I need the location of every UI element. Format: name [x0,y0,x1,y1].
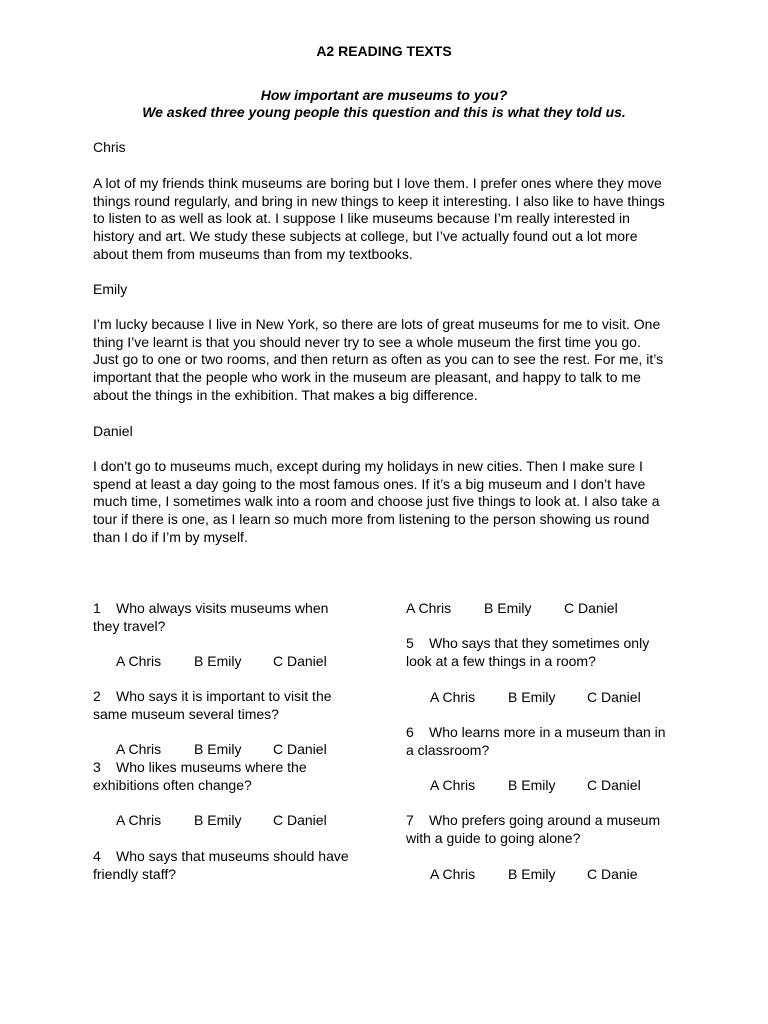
question-text-cont: look at a few things in a room? [406,652,596,669]
question-text-cont: friendly staff? [93,865,177,882]
option-c[interactable]: C Daniel [587,777,641,793]
option-c[interactable]: C Daniel [273,812,327,828]
question-number: 1 [93,600,101,616]
text-line: important that the people who work in the museum are pleasant, and happy to talk to me [93,369,641,386]
option-c[interactable]: C Danie [587,866,638,882]
question-text-cont: same museum several times? [93,705,279,722]
question-3 [93,759,383,794]
person-text-chris [93,175,683,264]
question-1 [93,600,383,635]
text-line: Just go to one or two rooms, and then return as often as you can to see the rest. For me, it’s [93,351,664,368]
question-text: Who prefers going around a museum [429,812,661,828]
text-line: I don’t go to museums much, except during my holidays in new cities. Then I make sure I [93,458,643,474]
question-text-cont: a classroom? [406,741,490,758]
text-line: spend at least a day going to the most famous ones. If it’s a big museum and I don’t have [93,475,646,492]
person-text-emily [93,316,683,405]
text-line: much time, I sometimes walk into a room and choose just five things to look at. I also take a [93,493,660,510]
question-number: 7 [406,812,414,828]
question-text-cont: with a guide to going alone? [406,829,581,846]
text-line: about the things in the exhibition. That makes a big difference. [93,386,478,403]
option-b[interactable]: B Emily [194,653,242,669]
text-line: tour if there is one, as I learn so much more from listening to the person showing us round [93,511,650,528]
text-line: about them from museums than from my textbooks. [93,245,413,262]
option-c[interactable]: C Daniel [587,689,641,705]
question-text-cont: they travel? [93,617,166,634]
option-b[interactable]: B Emily [194,812,242,828]
text-line: thing I’ve learnt is that you should never try to see a whole museum the first time you go. [93,333,641,350]
person-text-daniel [93,458,683,547]
text-line: than I do if I’m by myself. [93,528,248,545]
page-title: A2 READING TEXTS [316,43,452,59]
option-b[interactable]: B Emily [508,689,556,705]
option-b[interactable]: B Emily [508,777,556,793]
person-name-emily: Emily [93,281,128,297]
subtitle-intro: We asked three young people this question and this is what they told us. [142,104,626,120]
option-a[interactable]: A Chris [406,600,452,616]
option-a[interactable]: A Chris [116,653,162,669]
option-a[interactable]: A Chris [430,777,476,793]
question-text-cont: exhibitions often change? [93,776,252,793]
person-name-chris: Chris [93,139,126,155]
question-number: 5 [406,635,414,651]
question-text: Who always visits museums when [116,600,329,616]
question-7 [406,812,696,847]
question-number: 6 [406,724,414,740]
option-a[interactable]: A Chris [116,741,162,757]
question-number: 3 [93,759,101,775]
text-line: A lot of my friends think museums are boring but I love them. I prefer ones where they move [93,175,662,191]
text-line: I’m lucky because I live in New York, so there are lots of great museums for me to visit. One [93,316,661,332]
question-number: 2 [93,688,101,704]
option-b[interactable]: B Emily [194,741,242,757]
option-c[interactable]: C Daniel [273,741,327,757]
text-line: things round regularly, and bring in new things to keep it interesting. I also like to have things [93,192,665,209]
text-line: to listen to as well as look at. I suppose I like museums because I’m really interested in [93,210,630,227]
person-name-daniel: Daniel [93,423,133,439]
subtitle-question: How important are museums to you? [260,87,508,103]
option-a[interactable]: A Chris [430,866,476,882]
question-text: Who learns more in a museum than in [429,724,666,740]
question-text: Who says that museums should have [116,848,349,864]
option-a[interactable]: A Chris [430,689,476,705]
question-text: Who likes museums where the [116,759,307,775]
option-a[interactable]: A Chris [116,812,162,828]
text-line: history and art. We study these subjects at college, but I’ve actually found out a lot more [93,228,638,245]
question-4 [93,848,393,883]
question-6 [406,724,696,759]
question-text: Who says that they sometimes only [429,635,650,651]
question-5 [406,635,696,670]
option-b[interactable]: B Emily [484,600,532,616]
question-number: 4 [93,848,101,864]
option-c[interactable]: C Daniel [564,600,618,616]
option-c[interactable]: C Daniel [273,653,327,669]
option-b[interactable]: B Emily [508,866,556,882]
question-2 [93,688,383,723]
question-text: Who says it is important to visit the [116,688,332,704]
